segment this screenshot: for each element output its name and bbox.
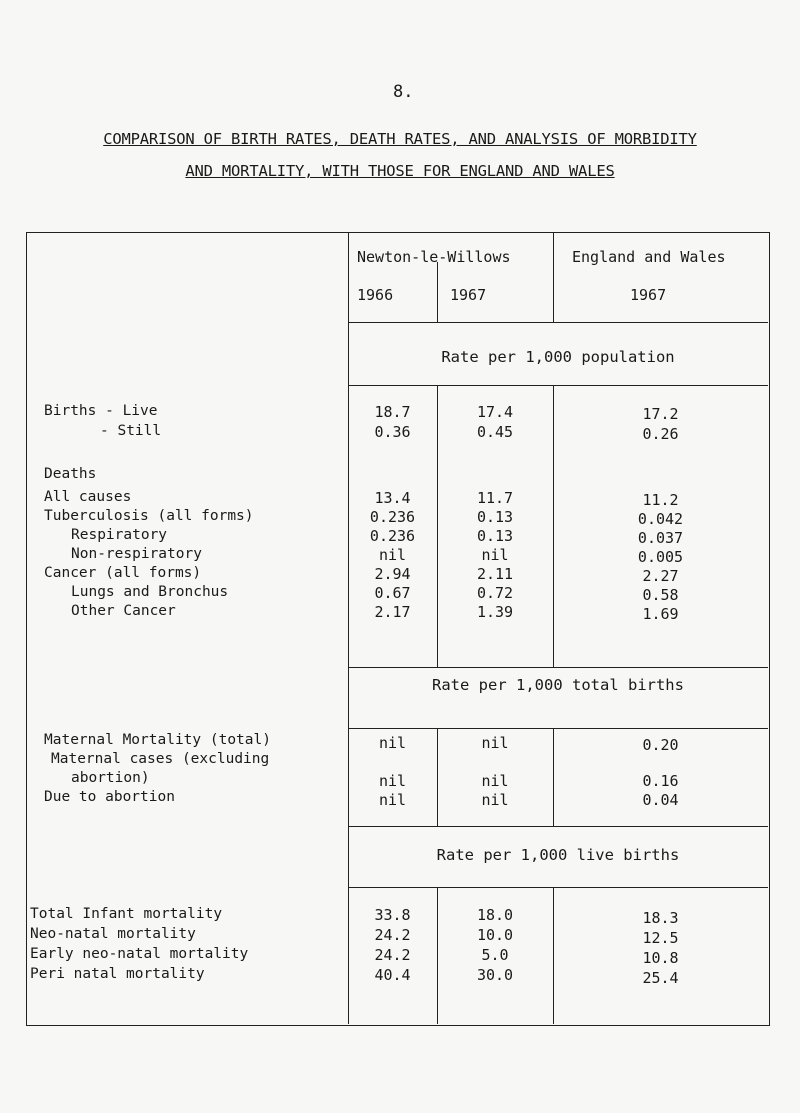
value-1966: nil [378, 772, 407, 790]
row-label: Deaths [44, 466, 97, 482]
row-label: All causes [44, 489, 132, 505]
row-label: Other Cancer [71, 603, 176, 619]
value-1966: 2.94 [374, 565, 411, 583]
value-1967: nil [481, 546, 509, 564]
value-england: 0.005 [637, 548, 684, 566]
value-england: 0.16 [642, 772, 679, 790]
value-1966: 18.7 [374, 403, 411, 421]
year-1967-england: 1967 [630, 286, 667, 304]
value-1967: 11.7 [476, 489, 514, 507]
value-1966: nil [378, 546, 407, 564]
value-1966: 2.17 [374, 603, 411, 621]
value-1967: 1.39 [476, 603, 514, 621]
column-group-england-wales: England and Wales [572, 248, 726, 266]
value-1967: 5.0 [481, 946, 509, 964]
value-england: 10.8 [642, 949, 679, 967]
value-1966: nil [378, 791, 407, 809]
value-england: 0.58 [642, 586, 679, 604]
row-label: Tuberculosis (all forms) [44, 508, 254, 524]
value-1967: 10.0 [476, 926, 514, 944]
row-label: Births - Live [44, 403, 158, 419]
row-label: Lungs and Bronchus [71, 584, 229, 600]
value-1966: 33.8 [374, 906, 411, 924]
page-subtitle: AND MORTALITY, WITH THOSE FOR ENGLAND AND WALES [185, 162, 615, 180]
value-england: 0.26 [642, 425, 679, 443]
row-divider [348, 322, 768, 323]
value-1967: nil [481, 791, 509, 809]
value-1967: nil [481, 734, 509, 752]
row-label: Total Infant mortality [30, 906, 223, 922]
value-england: 12.5 [642, 929, 679, 947]
page-title: COMPARISON OF BIRTH RATES, DEATH RATES, AND ANALYSIS OF MORBIDITY [103, 130, 697, 148]
value-1966: 0.236 [369, 527, 416, 545]
band-total-births: Rate per 1,000 total births [432, 676, 684, 694]
value-england: 0.037 [637, 529, 684, 547]
row-divider [348, 385, 768, 386]
value-1966: 0.236 [369, 508, 416, 526]
value-1967: 17.4 [476, 403, 514, 421]
value-england: 1.69 [642, 605, 679, 623]
value-england: 2.27 [642, 567, 679, 585]
year-1966: 1966 [357, 286, 394, 304]
band-population: Rate per 1,000 population [441, 348, 675, 366]
row-label: Cancer (all forms) [44, 565, 202, 581]
row-divider [348, 667, 768, 668]
value-1966: 0.67 [374, 584, 411, 602]
value-1967: 2.11 [476, 565, 514, 583]
row-label: Non-respiratory [71, 546, 202, 562]
value-england: 0.042 [637, 510, 684, 528]
value-1966: 24.2 [374, 946, 411, 964]
value-england: 18.3 [642, 909, 679, 927]
column-divider [553, 232, 554, 322]
row-label: Early neo-natal mortality [30, 946, 249, 962]
row-divider [348, 728, 768, 729]
row-label: - Still [100, 423, 162, 439]
band-live-births: Rate per 1,000 live births [436, 846, 680, 864]
value-1967: 0.13 [476, 508, 514, 526]
row-divider [348, 887, 768, 888]
value-1967: 30.0 [476, 966, 514, 984]
year-1967-newton: 1967 [450, 286, 487, 304]
value-1966: 40.4 [374, 966, 411, 984]
value-1967: 0.45 [476, 423, 514, 441]
row-label: Neo-natal mortality [30, 926, 196, 942]
value-1966: 13.4 [374, 489, 411, 507]
row-divider [348, 826, 768, 827]
value-england: 0.04 [642, 791, 679, 809]
value-1967: 18.0 [476, 906, 514, 924]
row-label: Respiratory [71, 527, 168, 543]
column-group-newton: Newton-le-Willows [357, 248, 511, 266]
row-label: Peri natal mortality [30, 966, 205, 982]
value-1967: nil [481, 772, 509, 790]
value-1966: nil [378, 734, 407, 752]
value-1966: 0.36 [374, 423, 411, 441]
value-1967: 0.13 [476, 527, 514, 545]
column-divider [437, 262, 438, 322]
value-england: 11.2 [642, 491, 679, 509]
page-number: 8. [393, 82, 414, 102]
row-label: Maternal cases (excluding [51, 751, 270, 767]
row-label: Due to abortion [44, 789, 175, 805]
value-1967: 0.72 [476, 584, 514, 602]
value-england: 17.2 [642, 405, 679, 423]
value-england: 25.4 [642, 969, 679, 987]
value-1966: 24.2 [374, 926, 411, 944]
row-label: abortion) [71, 770, 150, 786]
row-label: Maternal Mortality (total) [44, 732, 271, 748]
value-england: 0.20 [642, 736, 679, 754]
